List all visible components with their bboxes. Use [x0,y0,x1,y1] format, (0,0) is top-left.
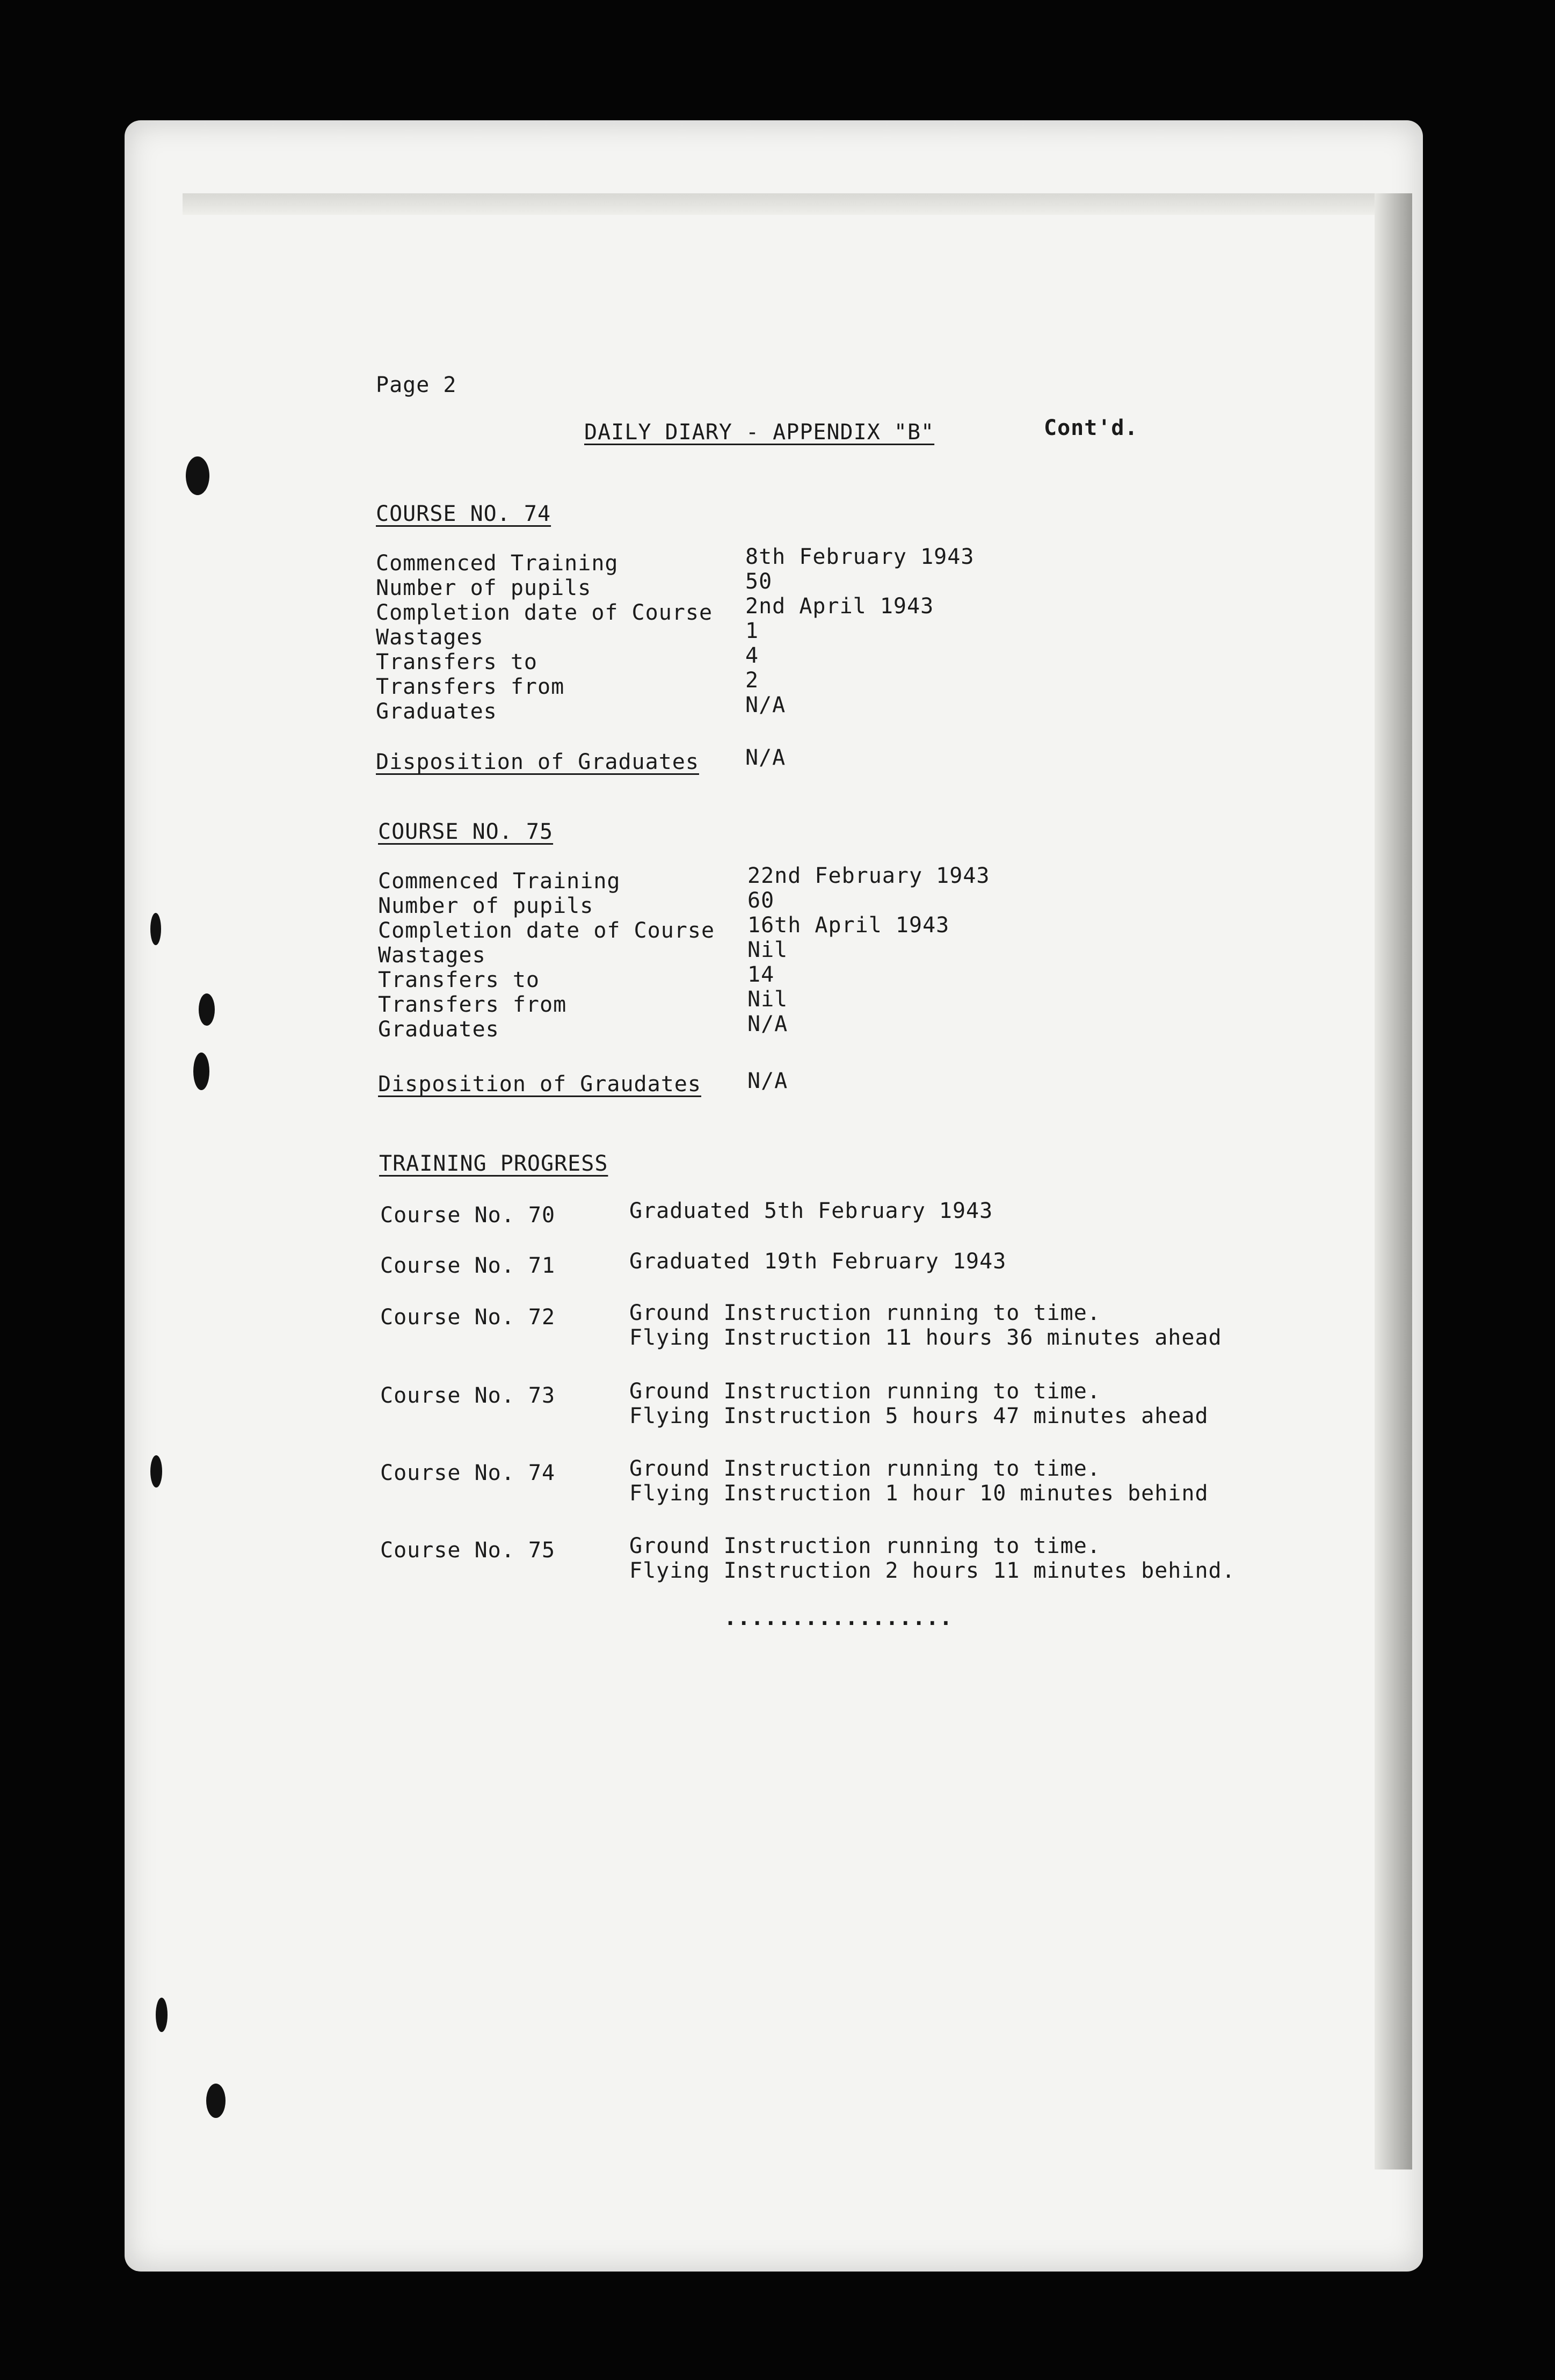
progress-course-71: Course No. 71 [380,1253,556,1278]
progress-course-75: Course No. 75 [380,1538,556,1563]
punch-hole [156,1998,168,2032]
paper-fold-shadow [183,193,1396,215]
course-74-label-7: Graduates [376,699,497,724]
course-74-label-5: Transfers to [376,650,537,674]
course-74-heading: COURSE NO. 74 [376,502,551,526]
progress-course-74-line-1: Ground Instruction running to time. [629,1456,1101,1481]
progress-course-70: Course No. 70 [380,1203,556,1228]
course-75-label-6: Transfers from [378,992,567,1017]
progress-course-75-line-1: Ground Instruction running to time. [629,1534,1101,1558]
punch-hole [206,2084,226,2118]
end-marker: ................. [724,1606,953,1630]
progress-course-71-line-1: Graduated 19th February 1943 [629,1249,1007,1274]
continued-note: Cont'd. [1044,416,1138,440]
course-75-value-2: 60 [747,888,775,913]
course-75-value-7: N/A [747,1012,788,1036]
training-progress-heading: TRAINING PROGRESS [379,1151,608,1176]
course-75-label-5: Transfers to [378,968,540,992]
course-75-value-3: 16th April 1943 [747,913,950,938]
progress-course-72: Course No. 72 [380,1305,556,1330]
progress-course-73: Course No. 73 [380,1383,556,1408]
progress-course-75-line-2: Flying Instruction 2 hours 11 minutes behind. [629,1558,1236,1583]
course-75-heading: COURSE NO. 75 [378,819,554,844]
course-75-label-4: Wastages [378,943,486,968]
punch-hole [150,1455,162,1488]
course-74-disposition-value: N/A [745,745,786,770]
course-75-value-4: Nil [747,938,788,962]
course-74-value-1: 8th February 1943 [745,545,975,569]
punch-hole [186,456,209,495]
progress-course-74: Course No. 74 [380,1461,556,1485]
course-74-value-5: 4 [745,643,759,668]
punch-hole [150,913,161,945]
course-74-label-6: Transfers from [376,674,565,699]
course-74-label-3: Completion date of Course [376,600,713,625]
course-74-value-6: 2 [745,668,759,693]
course-74-value-4: 1 [745,619,759,643]
progress-course-72-line-1: Ground Instruction running to time. [629,1301,1101,1325]
progress-course-73-line-1: Ground Instruction running to time. [629,1379,1101,1404]
paper-edge-shadow [1375,193,1412,2169]
document-title: DAILY DIARY - APPENDIX "B" [584,420,935,445]
page-number: Page 2 [376,373,457,397]
course-75-disposition-label: Disposition of Graudates [378,1072,701,1097]
course-75-value-6: Nil [747,987,788,1012]
punch-hole [193,1053,209,1090]
course-74-value-7: N/A [745,693,786,717]
punch-hole [199,993,215,1026]
course-74-label-1: Commenced Training [376,551,619,576]
course-74-value-2: 50 [745,569,773,594]
progress-course-72-line-2: Flying Instruction 11 hours 36 minutes ahead [629,1325,1222,1350]
course-75-label-3: Completion date of Course [378,918,715,943]
course-74-label-4: Wastages [376,625,484,650]
course-75-value-1: 22nd February 1943 [747,864,990,888]
course-75-label-7: Graduates [378,1017,499,1042]
progress-course-73-line-2: Flying Instruction 5 hours 47 minutes ahead [629,1404,1209,1428]
course-75-disposition-value: N/A [747,1069,788,1093]
course-74-disposition-label: Disposition of Graduates [376,750,699,774]
course-74-label-2: Number of pupils [376,576,592,600]
course-74-value-3: 2nd April 1943 [745,594,934,619]
course-75-value-5: 14 [747,962,775,987]
progress-course-74-line-2: Flying Instruction 1 hour 10 minutes behind [629,1481,1209,1506]
course-75-label-1: Commenced Training [378,869,621,894]
progress-course-70-line-1: Graduated 5th February 1943 [629,1199,993,1223]
course-75-label-2: Number of pupils [378,894,594,918]
